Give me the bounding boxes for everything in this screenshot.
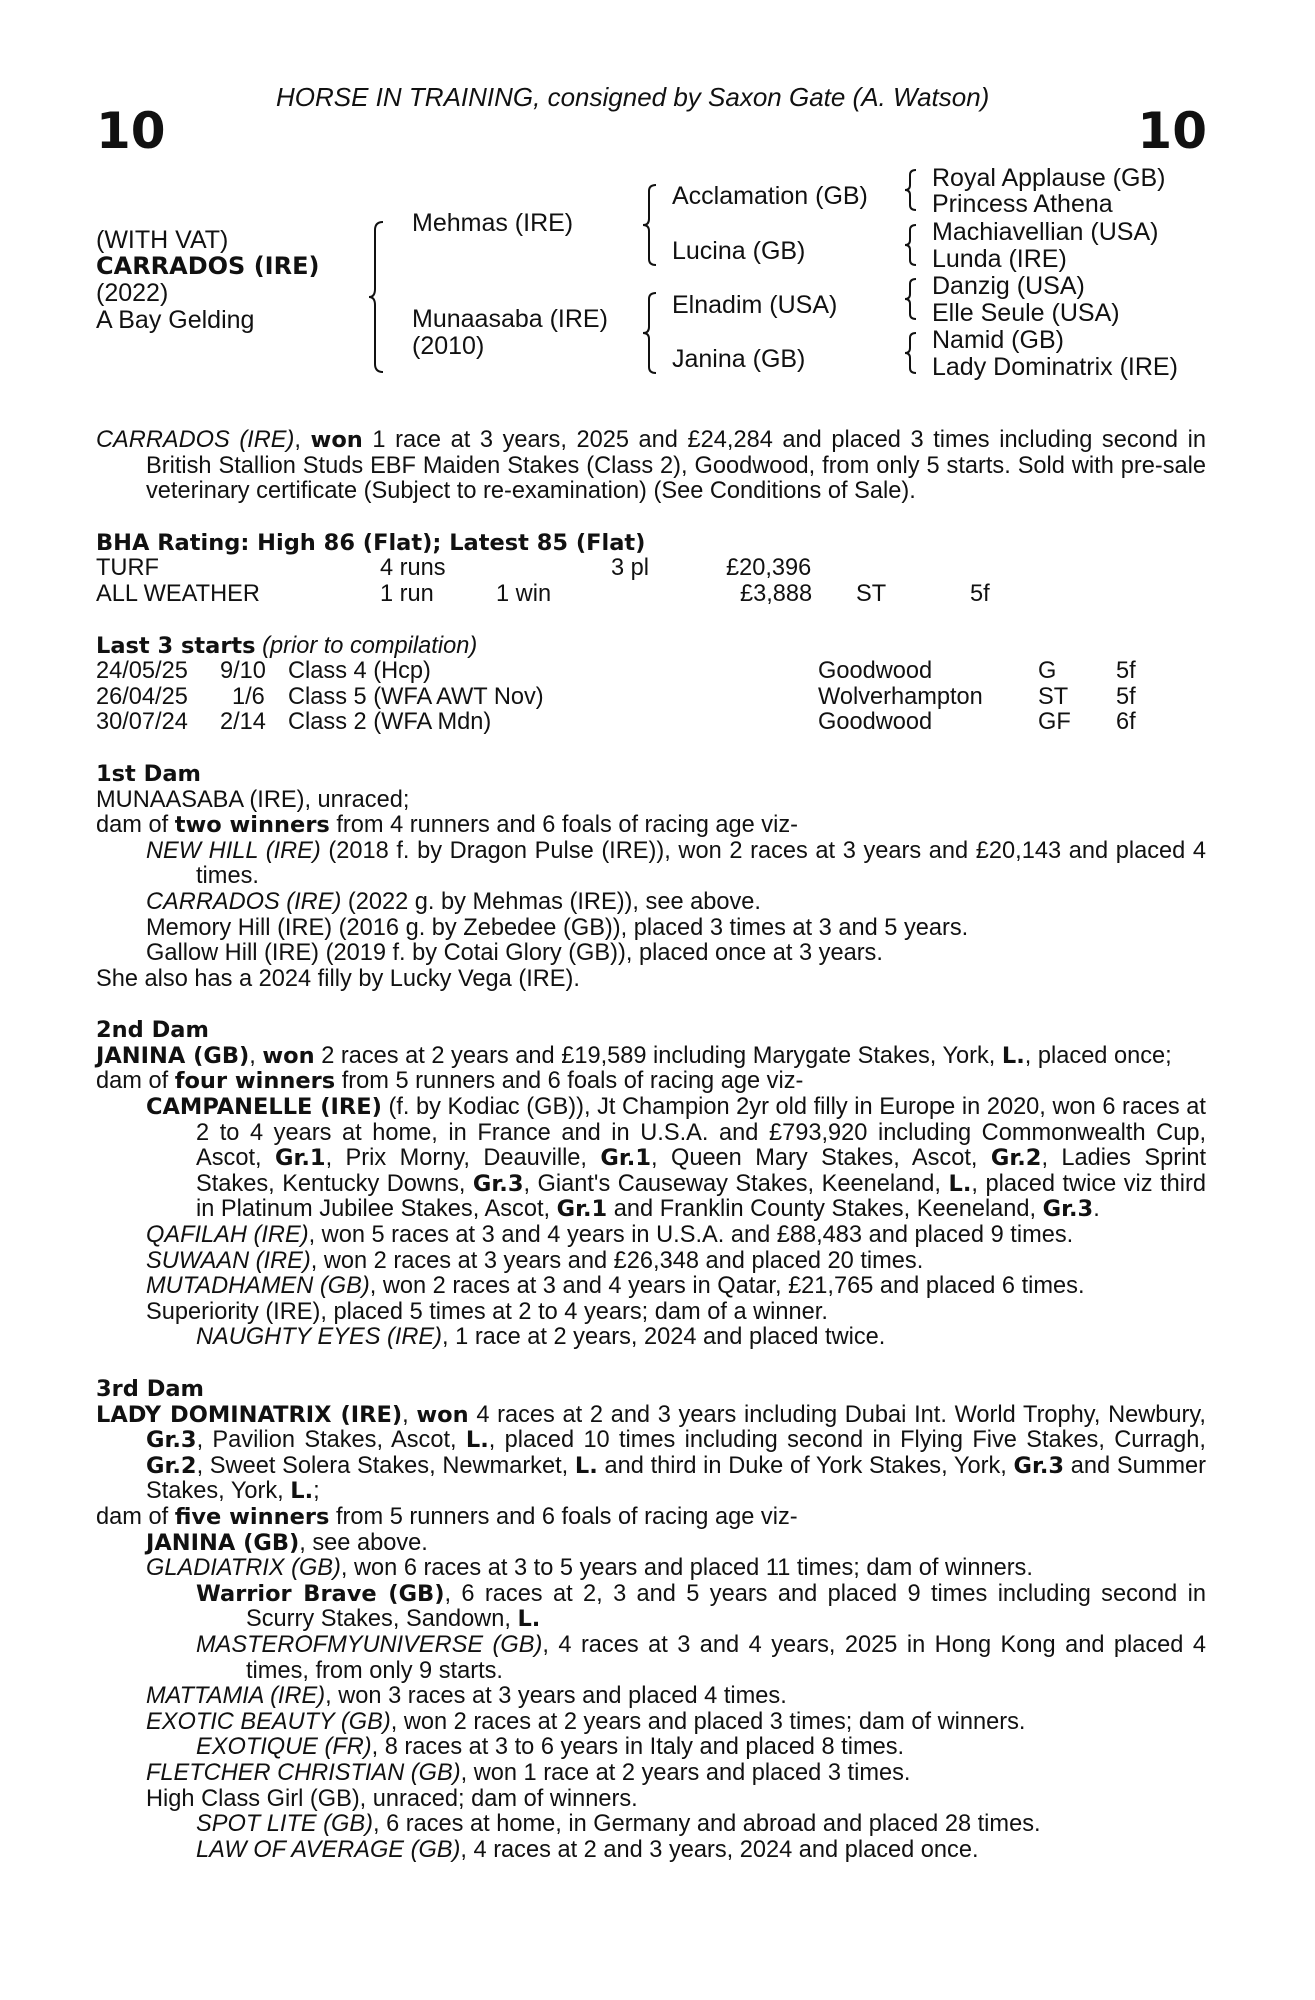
bha-placed: 3 pl	[611, 555, 650, 582]
progeny-entry: JANINA (GB), see above.	[146, 1529, 428, 1556]
dam1-heading: 1st Dam	[96, 760, 201, 787]
bracket-4d	[904, 331, 920, 375]
progeny-entry: CARRADOS (IRE) (2022 g. by Mehmas (IRE)), see above.	[146, 888, 761, 915]
dam-year: (2010)	[412, 332, 485, 360]
progeny-entry: High Class Girl (GB), unraced; dam of winners.	[146, 1785, 638, 1812]
progeny-entry: NEW HILL (IRE) (2018 f. by Dragon Pulse (IRE)), won 2 races at 3 years and £20,143 and placed 4 times.	[146, 837, 1206, 890]
lot-number-right: 10	[1137, 102, 1207, 160]
grand-progeny-entry: LAW OF AVERAGE (GB), 4 races at 2 and 3 years, 2024 and placed once.	[196, 1836, 979, 1863]
bha-surface: ALL WEATHER	[96, 580, 260, 607]
dd-dam: Lady Dominatrix (IRE)	[932, 353, 1178, 381]
bracket-4c	[904, 277, 920, 321]
last-starts-heading: Last 3 starts (prior to compilation)	[96, 632, 478, 659]
dam1-also: She also has a 2024 filly by Lucky Vega (IRE).	[96, 965, 580, 992]
sd-dam: Lunda (IRE)	[932, 245, 1067, 273]
grand-progeny-entry: NAUGHTY EYES (IRE), 1 race at 2 years, 2024 and placed twice.	[196, 1324, 886, 1351]
dam: Munaasaba (IRE)	[412, 305, 608, 333]
consignment-line: HORSE IN TRAINING, consigned by Saxon Gate (A. Watson)	[276, 82, 990, 112]
dam3-record: LADY DOMINATRIX (IRE), won 4 races at 2 and 3 years including Dubai Int. World Trophy, Newbury, Gr.3, Pavilion Stakes, Ascot, L., placed 10 times including second in Flying Five Stakes, Curragh, Gr.2, Sweet Solera Stakes, Newmarket, L. and third in Duke of York Stakes, York, Gr.3 and Summer Stakes, York, L.;	[96, 1401, 1206, 1505]
horse-description: A Bay Gelding	[96, 306, 255, 334]
grand-progeny-entry: SPOT LITE (GB), 6 races at home, in Germany and abroad and placed 28 times.	[196, 1811, 1041, 1838]
horse-year: (2022)	[96, 279, 169, 307]
dam2-heading: 2nd Dam	[96, 1017, 209, 1044]
progeny-entry: Memory Hill (IRE) (2016 g. by Zebedee (GB)), placed 3 times at 3 and 5 years.	[146, 914, 969, 941]
bha-prize: £3,888	[740, 580, 813, 607]
bha-going: ST	[856, 580, 887, 607]
summary-text: 1 race at 3 years, 2025 and £24,284 and placed 3 times including second in British Stallion Studs EBF Maiden Stakes (Class 2), Goodwood, from only 5 starts. Sold with pre-sale veterinary certificate (Subject to re-examination) (See Conditions of Sale).	[146, 427, 1206, 505]
sire-parents-bracket	[642, 183, 662, 267]
dam-sire: Elnadim (USA)	[672, 291, 838, 319]
grand-progeny-entry: MASTEROFMYUNIVERSE (GB), 4 races at 3 and 4 years, 2025 in Hong Kong and placed 4 times, from only 9 starts.	[196, 1631, 1207, 1684]
sire: Mehmas (IRE)	[412, 209, 574, 237]
progeny-entry: Gallow Hill (IRE) (2019 f. by Cotai Glory (GB)), placed once at 3 years.	[146, 940, 883, 967]
bha-wins: 1 win	[496, 580, 552, 607]
sd-sire: Machiavellian (USA)	[932, 218, 1159, 246]
bracket-4b	[904, 223, 920, 267]
progeny-entry: CAMPANELLE (IRE) (f. by Kodiac (GB)), Jt Champion 2yr old filly in Europe in 2020, won 6 races at 2 to 4 years at home, in France and in U.S.A. and £793,920 including Commonwealth Cup, Ascot, Gr.1, Prix Morny, Deauville, Gr.1, Queen Mary Stakes, Ascot, Gr.2, Ladies Sprint Stakes, Kentucky Downs, Gr.3, Giant's Causeway Stakes, Keeneland, L., placed twice viz third in Platinum Jubilee Stakes, Ascot, Gr.1 and Franklin County Stakes, Keeneland, Gr.3.	[146, 1094, 1207, 1223]
summary-paragraph: CARRADOS (IRE), won 1 race at 3 years, 2025 and £24,284 and placed 3 times including second in British Stallion Studs EBF Maiden Stakes (Class 2), Goodwood, from only 5 starts. Sold with pre-sale veterinary certificate (Subject to re-examination) (See Conditions of Sale).	[96, 427, 1206, 505]
bha-prize: £20,396	[726, 555, 812, 582]
progeny-entry: MUTADHAMEN (GB), won 2 races at 3 and 4 years in Qatar, £21,765 and placed 6 times.	[146, 1273, 1085, 1300]
vat-label: (WITH VAT)	[96, 226, 229, 254]
ss-dam: Princess Athena	[932, 190, 1113, 218]
bha-runs: 1 run	[380, 580, 434, 607]
start-row: 30/07/24 2/14 Class 2 (WFA Mdn) Goodwood GF 6f	[96, 709, 1136, 736]
page-header	[96, 78, 1207, 158]
dam-dam: Janina (GB)	[672, 345, 806, 373]
dam1-dam-of: dam of two winners from 4 runners and 6 foals of racing age viz-	[96, 812, 798, 839]
bracket-4a	[904, 168, 920, 212]
grand-progeny-entry: EXOTIQUE (FR), 8 races at 3 to 6 years in Italy and placed 8 times.	[196, 1734, 905, 1761]
summary-won: won	[310, 427, 363, 453]
start-row: 26/04/25 1/6 Class 5 (WFA AWT Nov) Wolverhampton ST 5f	[96, 683, 1136, 710]
progeny-entry: GLADIATRIX (GB), won 6 races at 3 to 5 years and placed 11 times; dam of winners.	[146, 1555, 1033, 1582]
start-row: 24/05/25 9/10 Class 4 (Hcp) Goodwood G 5f	[96, 658, 1136, 685]
bha-row-aw	[96, 582, 1206, 608]
dd-sire: Namid (GB)	[932, 326, 1064, 354]
progeny-entry: MATTAMIA (IRE), won 3 races at 3 years and placed 4 times.	[146, 1683, 787, 1710]
sire-sire: Acclamation (GB)	[672, 182, 868, 210]
horse-name: CARRADOS (IRE)	[96, 252, 320, 280]
dam1-line: MUNAASABA (IRE), unraced;	[96, 786, 410, 813]
progeny-entry: Superiority (IRE), placed 5 times at 2 to 4 years; dam of a winner.	[146, 1298, 828, 1325]
summary-horse-name: CARRADOS (IRE)	[96, 427, 295, 453]
dam3-dam-of: dam of five winners from 5 runners and 6 foals of racing age viz-	[96, 1503, 798, 1530]
lot-number-left: 10	[96, 102, 166, 160]
progeny-entry: QAFILAH (IRE), won 5 races at 3 and 4 years in U.S.A. and £88,483 and placed 9 times.	[146, 1222, 1074, 1249]
dam2-dam-of: dam of four winners from 5 runners and 6 foals of racing age viz-	[96, 1068, 804, 1095]
bha-runs: 4 runs	[380, 555, 446, 582]
dam3-heading: 3rd Dam	[96, 1376, 204, 1402]
progeny-entry: SUWAAN (IRE), won 2 races at 3 years and £26,348 and placed 20 times.	[146, 1247, 924, 1274]
pedigree-table	[96, 165, 1206, 390]
race-record	[96, 428, 1206, 1863]
progeny-entry: FLETCHER CHRISTIAN (GB), won 1 race at 2 years and placed 3 times.	[146, 1759, 911, 1786]
ds-dam: Elle Seule (USA)	[932, 299, 1120, 327]
bha-distance: 5f	[970, 580, 990, 607]
ss-sire: Royal Applause (GB)	[932, 164, 1166, 192]
sire-dam: Lucina (GB)	[672, 237, 806, 265]
dam2-record: JANINA (GB), won 2 races at 2 years and £19,589 including Marygate Stakes, York, L., placed once;	[96, 1042, 1172, 1069]
bha-surface: TURF	[96, 555, 159, 582]
bha-heading: BHA Rating: High 86 (Flat); Latest 85 (Flat)	[96, 529, 646, 556]
sire-dam-bracket	[368, 220, 388, 374]
progeny-entry: EXOTIC BEAUTY (GB), won 2 races at 2 years and placed 3 times; dam of winners.	[146, 1708, 1026, 1735]
bha-row-turf	[96, 556, 1206, 582]
grand-progeny-entry: Warrior Brave (GB), 6 races at 2, 3 and 5 years and placed 9 times including second in Scurry Stakes, Sandown, L.	[196, 1580, 1206, 1633]
dam-parents-bracket	[642, 291, 662, 375]
ds-sire: Danzig (USA)	[932, 272, 1085, 300]
